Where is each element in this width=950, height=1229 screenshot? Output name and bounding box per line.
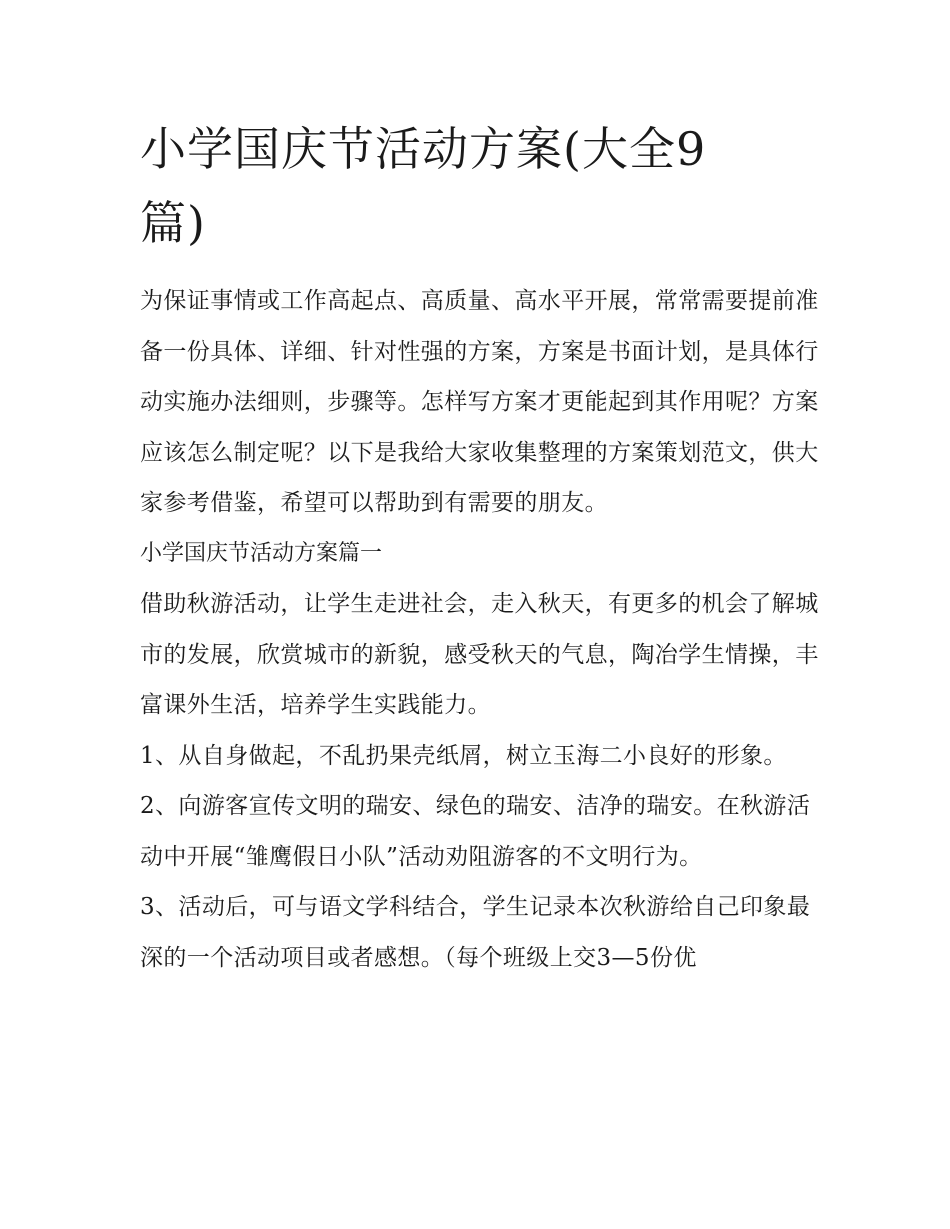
list-item: 2、向游客宣传文明的瑞安、绿色的瑞安、洁净的瑞安。在秋游活动中开展“雏鹰假日小队”活动劝阻游客的不文明行为。 [140, 793, 811, 870]
section-paragraph: 借助秋游活动，让学生走进社会，走入秋天，有更多的机会了解城市的发展，欣赏城市的新貌，感受秋天的气息，陶冶学生情操，丰富课外生活，培养学生实践能力。 [140, 591, 819, 718]
section-heading: 小学国庆节活动方案篇一 [140, 540, 383, 566]
list-item: 3、活动后，可与语文学科结合，学生记录本次秋游给自己印象最深的一个活动项目或者感想。（每个班级上交3—5份优 [140, 894, 811, 971]
list-item: 1、从自身做起，不乱扔果壳纸屑，树立玉海二小良好的形象。 [140, 742, 787, 769]
document-title: 小学国庆节活动方案(大全9篇) [140, 122, 707, 250]
intro-paragraph: 为保证事情或工作高起点、高质量、高水平开展，常常需要提前准备一份具体、详细、针对性强的方案，方案是书面计划，是具体行动实施办法细则，步骤等。怎样写方案才更能起到其作用呢？方案应该怎么制定呢？以下是我给大家收集整理的方案策划范文，供大家参考借鉴，希望可以帮助到有需要的朋友。 [140, 288, 819, 516]
document-body [140, 112, 820, 983]
